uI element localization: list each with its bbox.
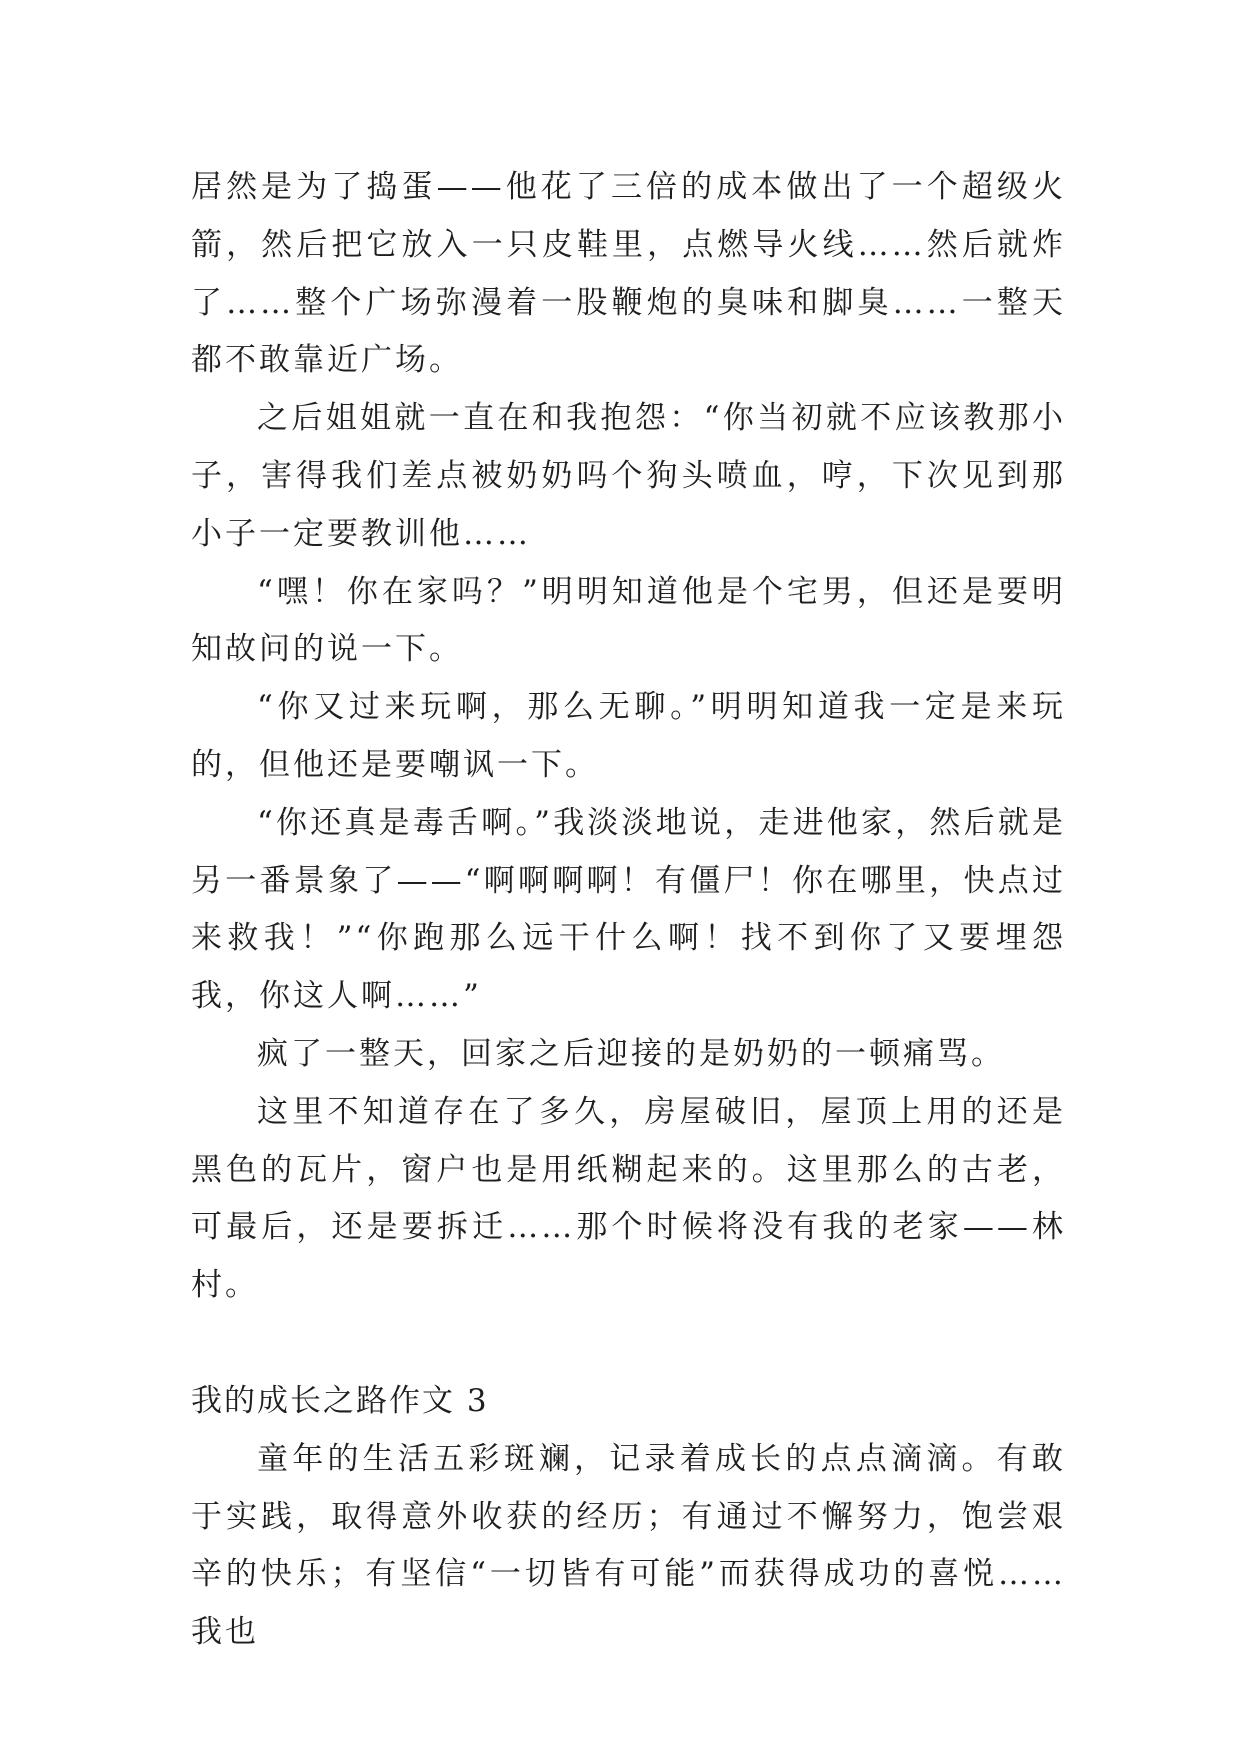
paragraph-scolding: 疯了一整天，回家之后迎接的是奶奶的一顿痛骂。: [257, 1035, 1005, 1072]
section-spacer: [191, 1315, 1066, 1373]
paragraph-old-village: 这里不知道存在了多久，房屋破旧，屋顶上用的还是黑色的瓦片，窗户也是用纸糊起来的。这里那么的古老，可最后，还是要拆迁……那个时候将没有我的老家——林村。: [191, 1093, 1066, 1304]
paragraph-childhood-intro: 童年的生活五彩斑斓，记录着成长的点点滴滴。有敢于实践，取得意外收获的经历；有通过不懈努力，饱尝艰辛的快乐；有坚信“一切皆有可能”而获得成功的喜悦……我也: [191, 1440, 1066, 1651]
paragraph-sister-complaint: 之后姐姐就一直在和我抱怨：“你当初就不应该教那小子，害得我们差点被奶奶吗个狗头喷血，哼，下次见到那小子一定要教训他……: [191, 400, 1066, 552]
section-title: 我的成长之路作文 3: [191, 1382, 489, 1419]
paragraph-zombie-game: “你还真是毒舌啊。”我淡淡地说，走进他家，然后就是另一番景象了——“啊啊啊啊！有僵尸！你在哪里，快点过来救我！”“你跑那么远干什么啊！找不到你了又要埋怨我，你这人啊……”: [191, 804, 1066, 1015]
paragraph-continuation: 居然是为了捣蛋——他花了三倍的成本做出了一个超级火箭，然后把它放入一只皮鞋里，点燃导火线……然后就炸了……整个广场弥漫着一股鞭炮的臭味和脚臭……一整天都不敢靠近广场。: [191, 169, 1066, 379]
paragraph-greeting: “嘿！你在家吗？”明明知道他是个宅男，但还是要明知故问的说一下。: [191, 573, 1066, 668]
document-body: [191, 159, 1066, 1662]
paragraph-reply: “你又过来玩啊，那么无聊。”明明知道我一定是来玩的，但他还是要嘲讽一下。: [191, 689, 1066, 783]
